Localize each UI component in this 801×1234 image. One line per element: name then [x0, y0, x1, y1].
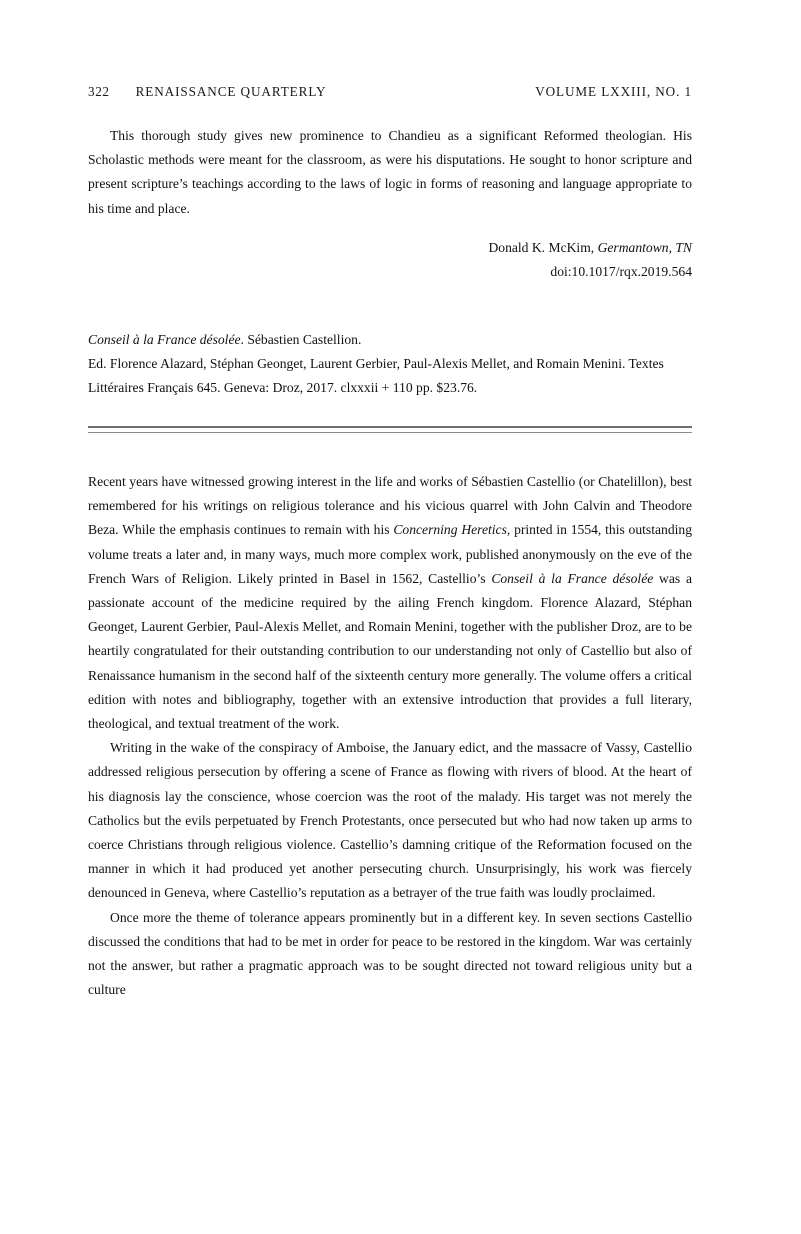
review-paragraph-1 [88, 470, 692, 736]
divider-rule-thick [88, 426, 692, 428]
review-paragraph-3: Once more the theme of tolerance appears prominently but in a different key. In seven sections Castellio discussed the conditions that had to be met in order for peace to be restored in the kingdom. War was certainly not the answer, but rather a pragmatic approach was to be sought directed not toward religious unity but a culture [88, 909, 692, 998]
review-paragraph-2: Writing in the wake of the conspiracy of Amboise, the January edict, and the massacre of Vassy, Castellio addressed religious persecution by offering a scene of France as flowing with rivers of blood. At the heart of his diagnosis lay the conscience, whose coercion was the root of the malady. His target was not merely the Catholics but the evils perpetuated by French Protestants, once persecuted but who had now taken up arms to coerce Christians through religious violence. Castellio’s damning critique of the Reformation focused on the manner in which it had produced yet another persecuting church. Unsurprisingly, his work was fiercely denounced in Geneva, where Castellio’s reputation as a betrayer of the true faith was loudly proclaimed. [88, 740, 692, 901]
book-title: Conseil à la France désolée [88, 332, 241, 347]
review-p1-italic-title-1: Concerning Heretics [393, 522, 507, 538]
running-head-left [88, 84, 326, 100]
reviewer-name: Donald K. McKim, [488, 240, 595, 255]
reviewer-affiliation: Germantown, TN [597, 240, 692, 255]
divider-rule-thin [88, 432, 692, 433]
running-head [88, 84, 692, 104]
book-publication-details: Ed. Florence Alazard, Stéphan Geonget, Laurent Gerbier, Paul-Alexis Mellet, and Romain Menini. Textes Littéraires Français 645. Geneva: Droz, 2017. clxxxii + 110 pp. $23.76. [88, 356, 664, 396]
previous-review-paragraph: This thorough study gives new prominence to Chandieu as a significant Reformed theologian. His Scholastic methods were meant for the classroom, as were his disputations. He sought to honor scripture and present scripture’s teachings according to the laws of logic in forms of reasoning and language appropriate to his time and place. [88, 128, 692, 216]
journal-title: RENAISSANCE QUARTERLY [135, 84, 327, 99]
review-p1-text-3: was a passionate account of the medicine required by the ailing French kingdom. Florence Alazard, Stéphan Geonget, Laurent Gerbier, Paul-Alexis Mellet, and Romain Menini, together with the publisher Droz, are to be heartily congratulated for their outstanding contribution to our understanding not only of Castellio but also of Renaissance humanism in the second half of the sixteenth century more generally. The volume offers a critical edition with notes and bibliography, together with an extensive introduction that provides a full literary, theological, and textual treatment of the work. [88, 570, 692, 732]
reviewer-signature-block [88, 236, 692, 284]
review-body [88, 470, 692, 1002]
previous-review-closing [88, 124, 692, 221]
book-author: . Sébastien Castellion. [240, 332, 362, 347]
doi-identifier: doi:10.1017/rqx.2019.564 [550, 264, 692, 280]
section-divider-rule [88, 426, 692, 434]
review-p1-text-1: Recent years have witnessed growing interest in the life and works of Sébastien Castellio (or Chatelillon), best remembered for his writings on religious tolerance and his vicious quarrel with John Calvin and Theodore Beza. While the emphasis continues to remain with his [88, 474, 692, 538]
review-p1-text-2: , printed in 1554, this outstanding volume treats a later and, in many ways, much more complex work, published anonymously on the eve of the French Wars of Religion. Likely printed in Basel in 1562, Castellio’s [88, 522, 692, 586]
volume-issue-info: VOLUME LXXIII, NO. 1 [535, 84, 692, 99]
page-number: 322 [88, 84, 110, 99]
book-citation-block [88, 328, 692, 401]
reviewer-signature [88, 236, 692, 260]
review-p1-italic-title-2: Conseil à la France désolée [491, 570, 654, 586]
